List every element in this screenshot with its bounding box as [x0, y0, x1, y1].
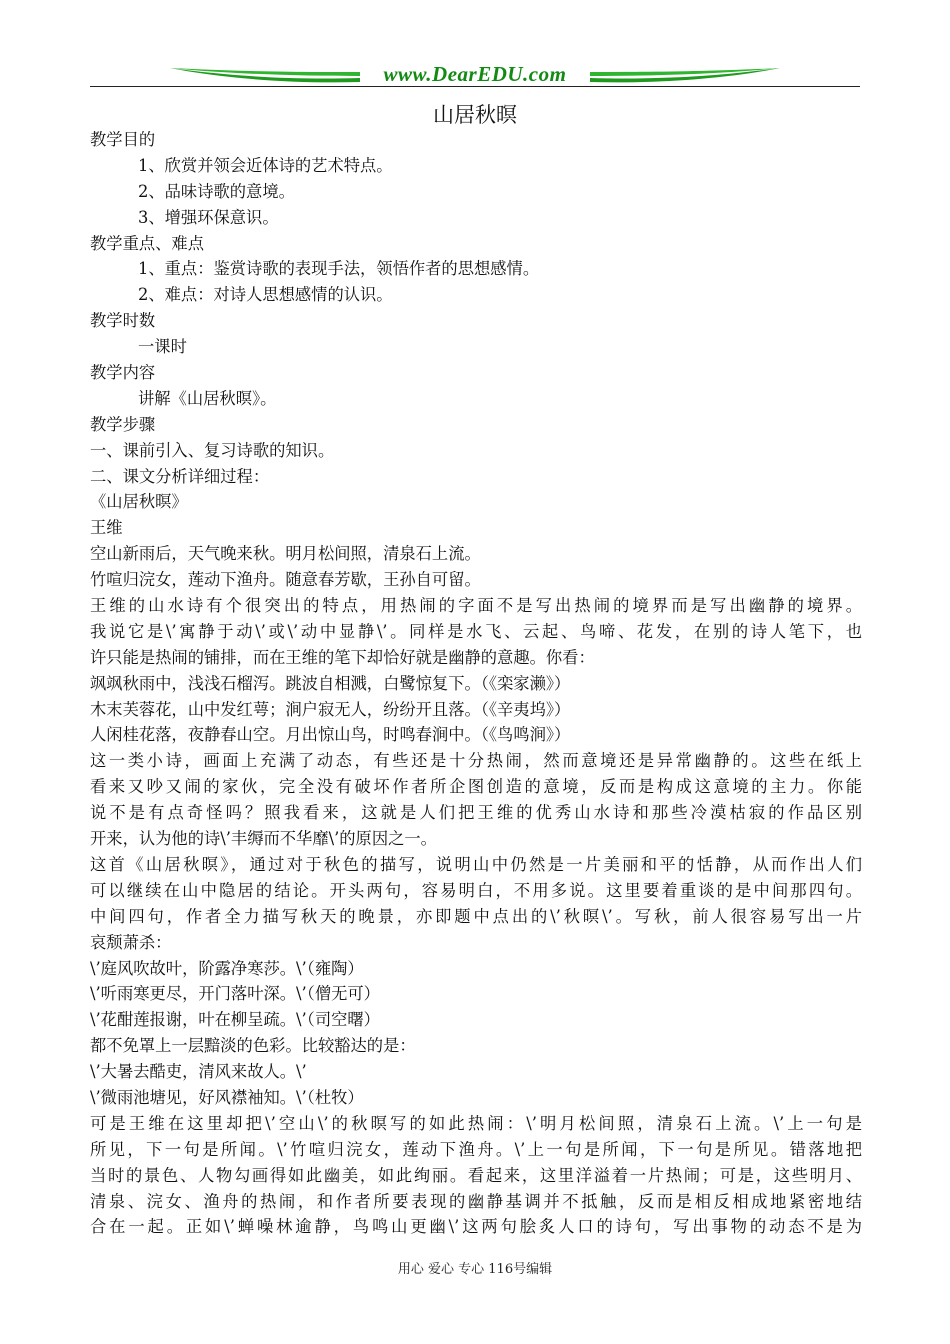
- text-line: \’大暑去酷吏，清风来故人。\’: [90, 1062, 307, 1082]
- text-line: 所见，下一句是所闻。\’竹喧归浣女，莲动下渔舟。\’上一句是所闻，下一句是所见。错落地把: [90, 1139, 862, 1159]
- text-line: 《山居秋暝》: [90, 492, 188, 512]
- site-logo-text: www.DearEDU.com: [383, 62, 567, 86]
- text-line: 教学重点、难点: [90, 233, 204, 253]
- text-line: 这首《山居秋暝》，通过对于秋色的描写，说明山中仍然是一片美丽和平的恬静，从而作出人们: [90, 854, 862, 874]
- text-line: 人闲桂花落，夜静春山空。月出惊山鸟，时鸣春涧中。（《鸟鸣涧》）: [90, 725, 571, 745]
- text-line: 一、课前引入、复习诗歌的知识。: [90, 440, 335, 460]
- text-line: 2、难点：对诗人思想感情的认识。: [138, 285, 393, 305]
- text-line: 2、品味诗歌的意境。: [138, 181, 295, 201]
- text-line: 竹喧归浣女，莲动下渔舟。随意春芳歇，王孙自可留。: [90, 570, 481, 590]
- text-line: 都不免罩上一层黯淡的色彩。比较豁达的是：: [90, 1036, 416, 1056]
- page-footer: 用心 爱心 专心 116号编辑: [397, 1262, 553, 1277]
- text-line: 开来，认为他的诗\’丰缛而不华靡\’的原因之一。: [90, 829, 437, 849]
- header-divider: [90, 86, 860, 87]
- text-line: 中间四句，作者全力描写秋天的晚景，亦即题中点出的\’秋暝\’。写秋，前人很容易写出一片: [90, 906, 862, 926]
- document-body: [90, 127, 862, 1240]
- text-line: 教学内容: [90, 363, 156, 383]
- text-line: 王维: [90, 518, 123, 538]
- text-line: 许只能是热闹的铺排，而在王维的笔下却恰好就是幽静的意趣。你看：: [90, 647, 595, 667]
- document-title: 山居秋暝: [433, 103, 517, 127]
- text-line: 王维的山水诗有个很突出的特点，用热闹的字面不是写出热闹的境界而是写出幽静的境界。: [90, 596, 862, 616]
- text-line: 1、欣赏并领会近体诗的艺术特点。: [138, 155, 393, 175]
- site-header-banner: [170, 60, 780, 86]
- text-line: 讲解《山居秋暝》。: [138, 388, 277, 408]
- text-line: 可以继续在山中隐居的结论。开头两句，容易明白，不用多说。这里要着重谈的是中间那四句。: [90, 880, 862, 900]
- text-line: 二、课文分析详细过程：: [90, 466, 270, 486]
- text-line: 说不是有点奇怪吗？照我看来，这就是人们把王维的优秀山水诗和那些冷漠枯寂的作品区别: [90, 803, 862, 823]
- text-line: 哀颓萧杀：: [90, 932, 172, 952]
- text-line: 清泉、浣女、渔舟的热闹，和作者所要表现的幽静基调并不抵触，反而是相反相成地紧密地结: [90, 1191, 862, 1211]
- text-line: 空山新雨后，天气晚来秋。明月松间照，清泉石上流。: [90, 544, 481, 564]
- text-line: \’花酣莲报谢，叶在柳呈疏。\’（司空曙）: [90, 1010, 380, 1030]
- text-line: 当时的景色、人物勾画得如此幽美，如此绚丽。看起来，这里洋溢着一片热闹；可是，这些明月、: [90, 1165, 862, 1185]
- text-line: 看来又吵又闹的家伙，完全没有破坏作者所企图创造的意境，反而是构成这意境的主力。你能: [90, 777, 862, 797]
- text-line: 这一类小诗，画面上充满了动态，有些还是十分热闹，然而意境还是异常幽静的。这些在纸上: [90, 751, 862, 771]
- text-line: 合在一起。正如\’蝉噪林逾静，鸟鸣山更幽\’这两句脍炙人口的诗句，写出事物的动态不是为: [90, 1217, 862, 1237]
- text-line: 可是王维在这里却把\’空山\’的秋暝写的如此热闹：\’明月松间照，清泉石上流。\’上一句是: [90, 1113, 862, 1133]
- text-line: 我说它是\’寓静于动\’或\’动中显静\’。同样是水飞、云起、鸟啼、花发，在别的诗人笔下，也: [90, 621, 862, 641]
- text-line: 3、增强环保意识。: [138, 207, 279, 227]
- text-line: \’听雨寒更尽，开门落叶深。\’（僧无可）: [90, 984, 380, 1004]
- text-line: 一课时: [138, 337, 187, 357]
- text-line: 飒飒秋雨中，浅浅石榴泻。跳波自相溅，白鹭惊复下。（《栾家濑》）: [90, 673, 571, 693]
- text-line: 教学时数: [90, 311, 156, 331]
- text-line: 木末芙蓉花，山中发红萼；涧户寂无人，纷纷开且落。（《辛夷坞》）: [90, 699, 571, 719]
- text-line: \’微雨池塘见，好风襟袖知。\’（杜牧）: [90, 1087, 364, 1107]
- text-line: 教学目的: [90, 130, 156, 149]
- text-line: 1、重点：鉴赏诗歌的表现手法，领悟作者的思想感情。: [138, 259, 540, 279]
- text-line: \’庭风吹故叶，阶露净寒莎。\’（雍陶）: [90, 958, 364, 978]
- text-line: 教学步骤: [90, 414, 156, 434]
